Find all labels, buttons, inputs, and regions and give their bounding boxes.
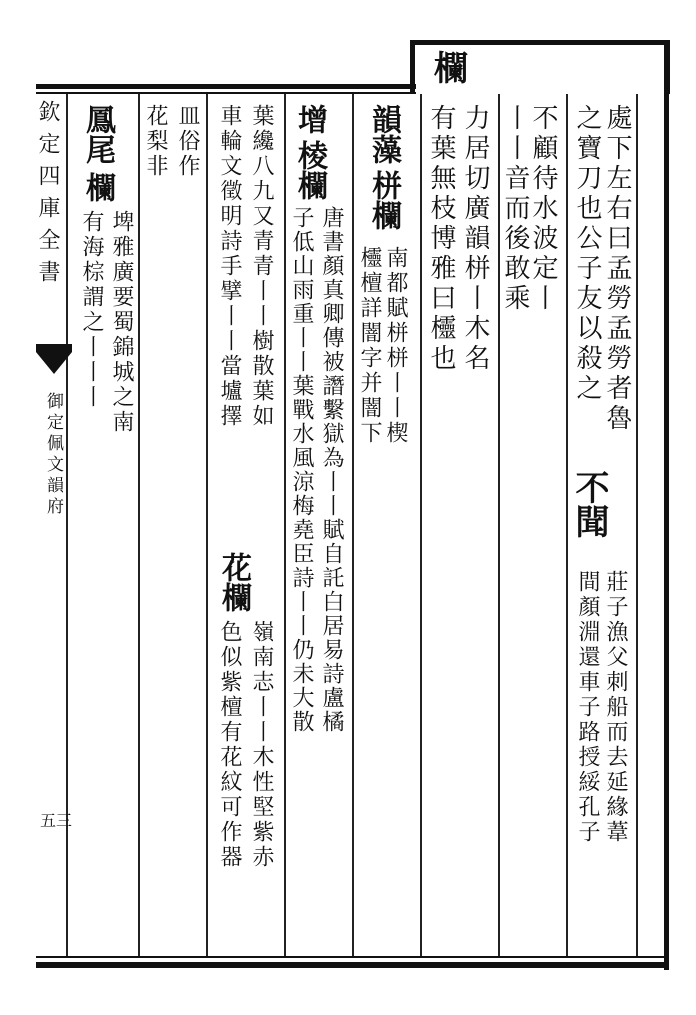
page-number: 五三 — [40, 811, 73, 830]
text-column: 欞檀詳闇字并闇下 — [357, 246, 382, 446]
headword-fengwei-word: 欄 — [80, 172, 115, 202]
text-column: 嶺南志丨丨木性堅紫赤 — [249, 620, 274, 870]
text-column: 車輪文徵明詩手擘丨丨當壚擇 — [217, 104, 242, 429]
headword-yunzao: 韻藻 — [366, 104, 401, 164]
column-rule — [566, 94, 568, 956]
text-column: 埤雅廣要蜀錦城之南 — [109, 210, 134, 435]
text-column: 處下左右曰孟勞孟勞者魯 — [602, 104, 632, 434]
text-column: 有葉無枝博雅曰欞也 — [426, 104, 456, 374]
text-column: 南都賦栟栟丨丨楔 — [383, 246, 408, 446]
headword-yunzao-word: 栟欄 — [366, 170, 401, 230]
fish-tail-mark-bar — [36, 344, 72, 352]
column-rule — [352, 94, 354, 956]
headword-buwen-note: 間顏淵還車子路授綏孔子 — [575, 570, 600, 845]
fish-tail-mark — [36, 352, 72, 374]
text-column: 力居切廣韻栟丨木名 — [460, 104, 490, 374]
text-column: 不顧待水波定丨 — [528, 104, 558, 314]
top-border — [36, 84, 416, 89]
headword-buwen: 不聞 — [569, 470, 609, 538]
headword-zeng: 增 — [292, 104, 327, 134]
text-column: 丨丨音而後敢乘 — [500, 104, 530, 314]
text-column: 花梨非 — [143, 104, 168, 179]
bottom-border — [36, 962, 669, 968]
text-column: 唐書顏真卿傳被譖繫獄為丨丨賦自託白居易詩盧橘 — [319, 206, 344, 734]
header-title: 欄 — [434, 49, 472, 89]
headword-buwen-note: 莊子漁父刺船而去延緣葦 — [603, 570, 628, 845]
column-rule — [636, 94, 638, 956]
headword-fengwei: 鳳尾 — [80, 104, 115, 164]
column-rule — [206, 94, 208, 956]
text-column: 葉纔八九又青青丨丨樹散葉如 — [249, 104, 274, 429]
top-border-inner — [36, 92, 416, 94]
column-rule — [138, 94, 140, 956]
margin-book-title: 欽定四庫全書 — [35, 100, 60, 292]
column-rule — [420, 94, 422, 956]
text-column: 色似紫檀有花紋可作器 — [217, 620, 242, 870]
text-column: 有海棕謂之丨丨丨 — [79, 210, 104, 410]
text-column: 子低山雨重丨丨葉戰水風涼梅堯臣詩丨丨仍未大散 — [289, 206, 314, 734]
text-column: 之寶刀也公子友以殺之 — [572, 104, 602, 404]
headword-huaqi: 花欄 — [216, 552, 251, 612]
column-rule — [284, 94, 286, 956]
headword-zeng-word: 棱欄 — [292, 140, 327, 200]
text-column: 皿俗作 — [175, 104, 200, 179]
margin-sub-title: 御定佩文韻府 — [43, 392, 63, 518]
bottom-border-inner — [36, 956, 669, 958]
right-border — [664, 40, 669, 970]
